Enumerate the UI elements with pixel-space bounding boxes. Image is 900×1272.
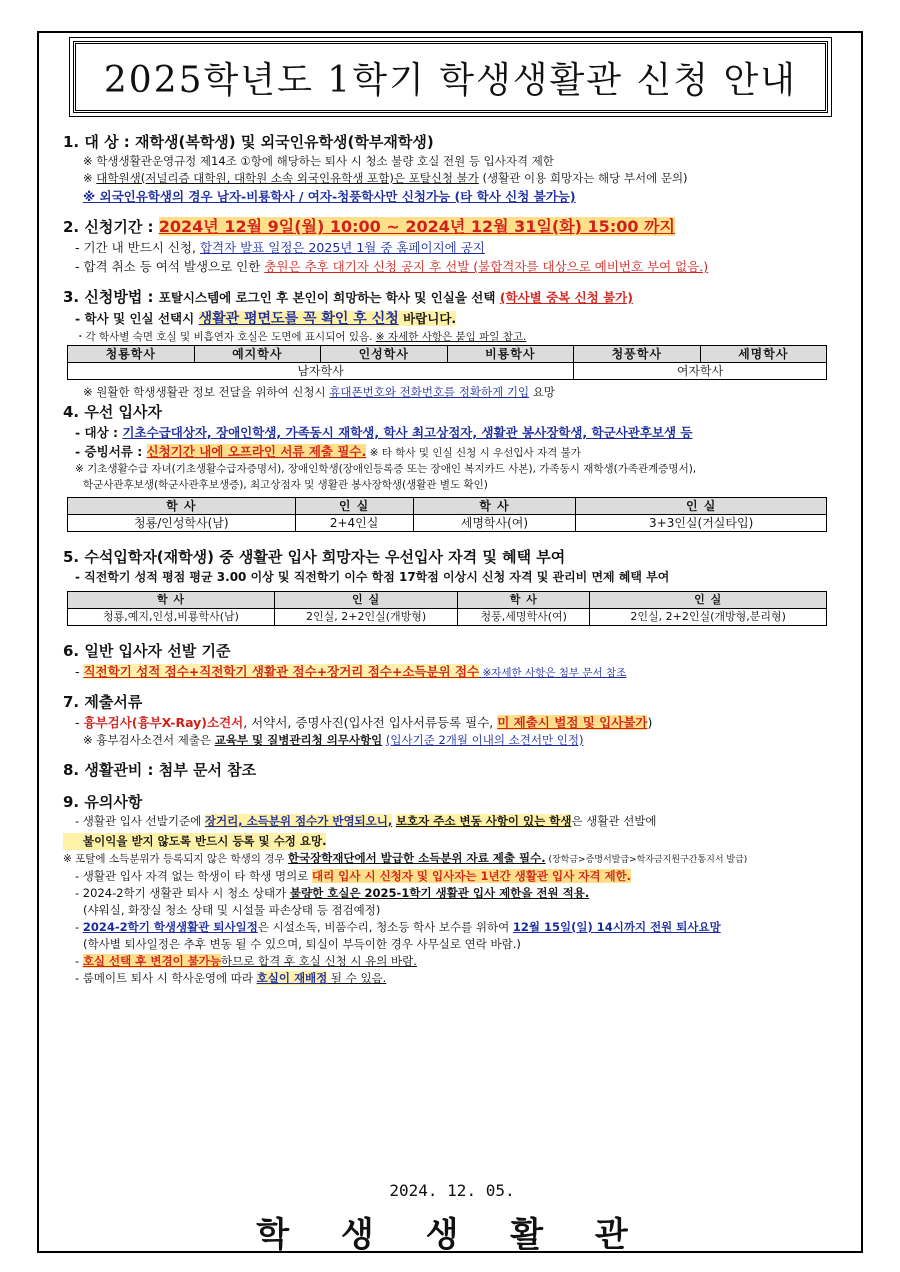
s3-line-2: ・각 학사별 숙면 호실 및 비흡연자 호실은 도면에 표시되어 있음. ※ 자세한 사항은 붙임 파일 참고. [75,331,527,343]
section-4-heading: 4. 우선 입사자 [63,403,163,421]
table-cell: 3+3인실(거실타입) [576,515,827,532]
table-cell: 2인실, 2+2인실(개방형) [275,609,458,626]
table-cell: 세명학사(여) [413,515,576,532]
section-6-heading: 6. 일반 입사자 선발 기준 [63,642,231,660]
section-3-heading: 3. 신청방법 : 포탈시스템에 로그인 후 본인이 희망하는 학사 및 인실을 선택 (학사별 중복 신청 불가) [63,288,633,306]
table-cell: 청룡/인성학사(남) [68,515,296,532]
table-header-cell: 학 사 [68,498,296,515]
application-period: 2024년 12월 9일(월) 10:00 ~ 2024년 12월 31일(화) 15:00 까지 [158,217,675,236]
notice-content [63,131,853,987]
s9-line-2: 불이익을 받지 않도록 반드시 등록 및 수정 요망. [63,833,326,850]
table-cell: 2+4인실 [295,515,413,532]
s7-line-2: ※ 흉부검사소견서 제출은 교육부 및 질병관리청 의무사항임 (입사기준 2개월 이내의 소견서만 인정) [83,733,584,747]
section-7-heading: 7. 제출서류 [63,693,143,711]
table-cell-male: 남자학사 [68,363,574,380]
page-title: 2025학년도 1학기 학생생활관 신청 안내 [103,59,798,101]
s9-line-9: - 호실 선택 후 변경이 불가능하므로 합격 후 호실 신청 시 유의 바람. [75,954,417,968]
s1-note-2: ※ 대학원생(저널리즘 대학원, 대학원 소속 외국인유학생 포함)은 포탈신청 불가 (생활관 이용 희망자는 해당 부서에 문의) [83,171,688,185]
section-1-heading: 1. 대 상 : 재학생(복학생) 및 외국인유학생(학부재학생) [63,133,434,151]
table-header-cell: 세명학사 [700,346,827,363]
s5-line-1: - 직전학기 성적 평점 평균 3.00 이상 및 직전학기 이수 학점 17학점 이상시 신청 자격 및 관리비 면제 혜택 부여 [75,570,670,584]
issuer-name: 학 생 생 활 관 [256,1215,648,1255]
s9-line-10: - 룸메이트 퇴사 시 학사운영에 따라 호실이 재배정 될 수 있음. [75,971,387,985]
s1-note-3: ※ 외국인유학생의 경우 남자-비룡학사 / 여자-청풍학사만 신청가능 (타 학사 신청 불가능) [83,189,576,204]
s9-line-1: - 생활관 입사 선발기준에 장거리, 소득분위 점수가 반영되오니, 보호자 주소 변동 사항이 있는 학생은 생활관 선발에 [75,814,657,828]
table-cell-female: 여자학사 [574,363,827,380]
title-box [73,41,828,113]
table-header-cell: 인 실 [295,498,413,515]
table-cell: 청풍,세명학사(여) [458,609,590,626]
s4-line-2: - 증빙서류 : 신청기간 내에 오프라인 서류 제출 필수. ※ 타 학사 및 인실 신청 시 우선입사 자격 불가 [75,444,581,459]
s7-line-1: - 흉부검사(흉부X-Ray)소견서, 서약서, 증명사진(입사전 입사서류등록 필수, 미 제출시 벌점 및 입사불가) [75,715,653,730]
s9-line-3: ※ 포탈에 소득분위가 등록되지 않은 학생의 경우 한국장학재단에서 발급한 소득분위 자료 제출 필수. (장학금>증명서발급>학자금지원구간통지서 발급) [63,851,748,865]
table-header-cell: 학 사 [68,592,275,609]
section-9-heading: 9. 유의사항 [63,793,143,811]
s9-line-6: (샤워실, 화장실 청소 상태 및 시설물 파손상태 등 점검예정) [83,903,381,917]
table-header-cell: 예지학사 [194,346,321,363]
s3-note: ※ 원활한 학생생활관 정보 전달을 위하여 신청시 휴대폰번호와 전화번호를 정확하게 기입 요망 [83,385,555,399]
table-cell: 청룡,예지,인성,비룡학사(남) [68,609,275,626]
table-header-cell: 청룡학사 [68,346,195,363]
section-2-heading: 2. 신청기간 : 2024년 12월 9일(월) 10:00 ~ 2024년 12월 31일(화) 15:00 까지 [63,217,675,236]
table-header-cell: 인 실 [275,592,458,609]
section-8-heading: 8. 생활관비 : 첨부 문서 참조 [63,761,257,779]
s1-note-1: ※ 학생생활관운영규정 제14조 ①항에 해당하는 퇴사 시 청소 불량 호실 전원 등 입사자격 제한 [83,154,554,168]
issue-date: 2024. 12. 05. [389,1181,515,1200]
table-cell: 2인실, 2+2인실(개방형,분리형) [590,609,827,626]
s2-line-1: - 기간 내 반드시 신청, 합격자 발표 일정은 2025년 1월 중 홈페이지에 공지 [75,240,485,255]
table-header-cell: 인성학사 [321,346,448,363]
section-5-heading: 5. 수석입학자(재학생) 중 생활관 입사 희망자는 우선입사 자격 및 혜택 부여 [63,548,566,566]
table-header-cell: 인 실 [576,498,827,515]
top-student-room-table [67,591,827,626]
table-header-cell: 청풍학사 [574,346,701,363]
table-header-cell: 비룡학사 [447,346,574,363]
s3-line-1: - 학사 및 인실 선택시 생활관 평면도를 꼭 확인 후 신청 바랍니다. [75,311,457,327]
s4-line-1: - 대상 : 기초수급대상자, 장애인학생, 가족동시 재학생, 학사 최고상점자, 생활관 봉사장학생, 학군사관후보생 등 [75,425,693,440]
priority-room-table [67,497,827,532]
s4-line-4: 학군사관후보생(학군사관후보생증), 최고상점자 및 생활관 봉사장학생(생활관 별도 확인) [83,479,488,491]
s4-line-3: ※ 기초생활수급 자녀(기초생활수급자증명서), 장애인학생(장애인등록증 또는 장애인 복지카드 사본), 가족동시 재학생(가족관계증명서), [75,463,697,475]
s9-line-4: - 생활관 입사 자격 없는 학생이 타 학생 명의로 대리 입사 시 신청자 및 입사자는 1년간 생활관 입사 자격 제한. [75,869,632,883]
dorm-gender-table [67,345,827,380]
notice-page [37,31,863,1253]
table-header-cell: 학 사 [413,498,576,515]
s9-line-7: - 2024-2학기 학생생활관 퇴사일정은 시설소독, 비품수리, 청소등 학사 보수를 위하여 12월 15일(일) 14시까지 전원 퇴사요망 [75,920,721,934]
table-header-cell: 인 실 [590,592,827,609]
s9-line-5: - 2024-2학기 생활관 퇴사 시 청소 상태가 불량한 호실은 2025-1학기 생활관 입사 제한을 전원 적용. [75,886,590,900]
s2-line-2: - 합격 취소 등 여석 발생으로 인한 충원은 추후 대기자 신청 공지 후 선발 (불합격자를 대상으로 예비번호 부여 없음.) [75,259,709,274]
s6-line-1: - 직전학기 성적 점수+직전학기 생활관 점수+장거리 점수+소득분위 점수 ※자세한 사항은 첨부 문서 참조 [75,664,627,679]
table-header-cell: 학 사 [458,592,590,609]
s9-line-8: (학사별 퇴사일정은 추후 변동 될 수 있으며, 퇴실이 부득이한 경우 사무실로 연락 바람.) [83,937,521,951]
